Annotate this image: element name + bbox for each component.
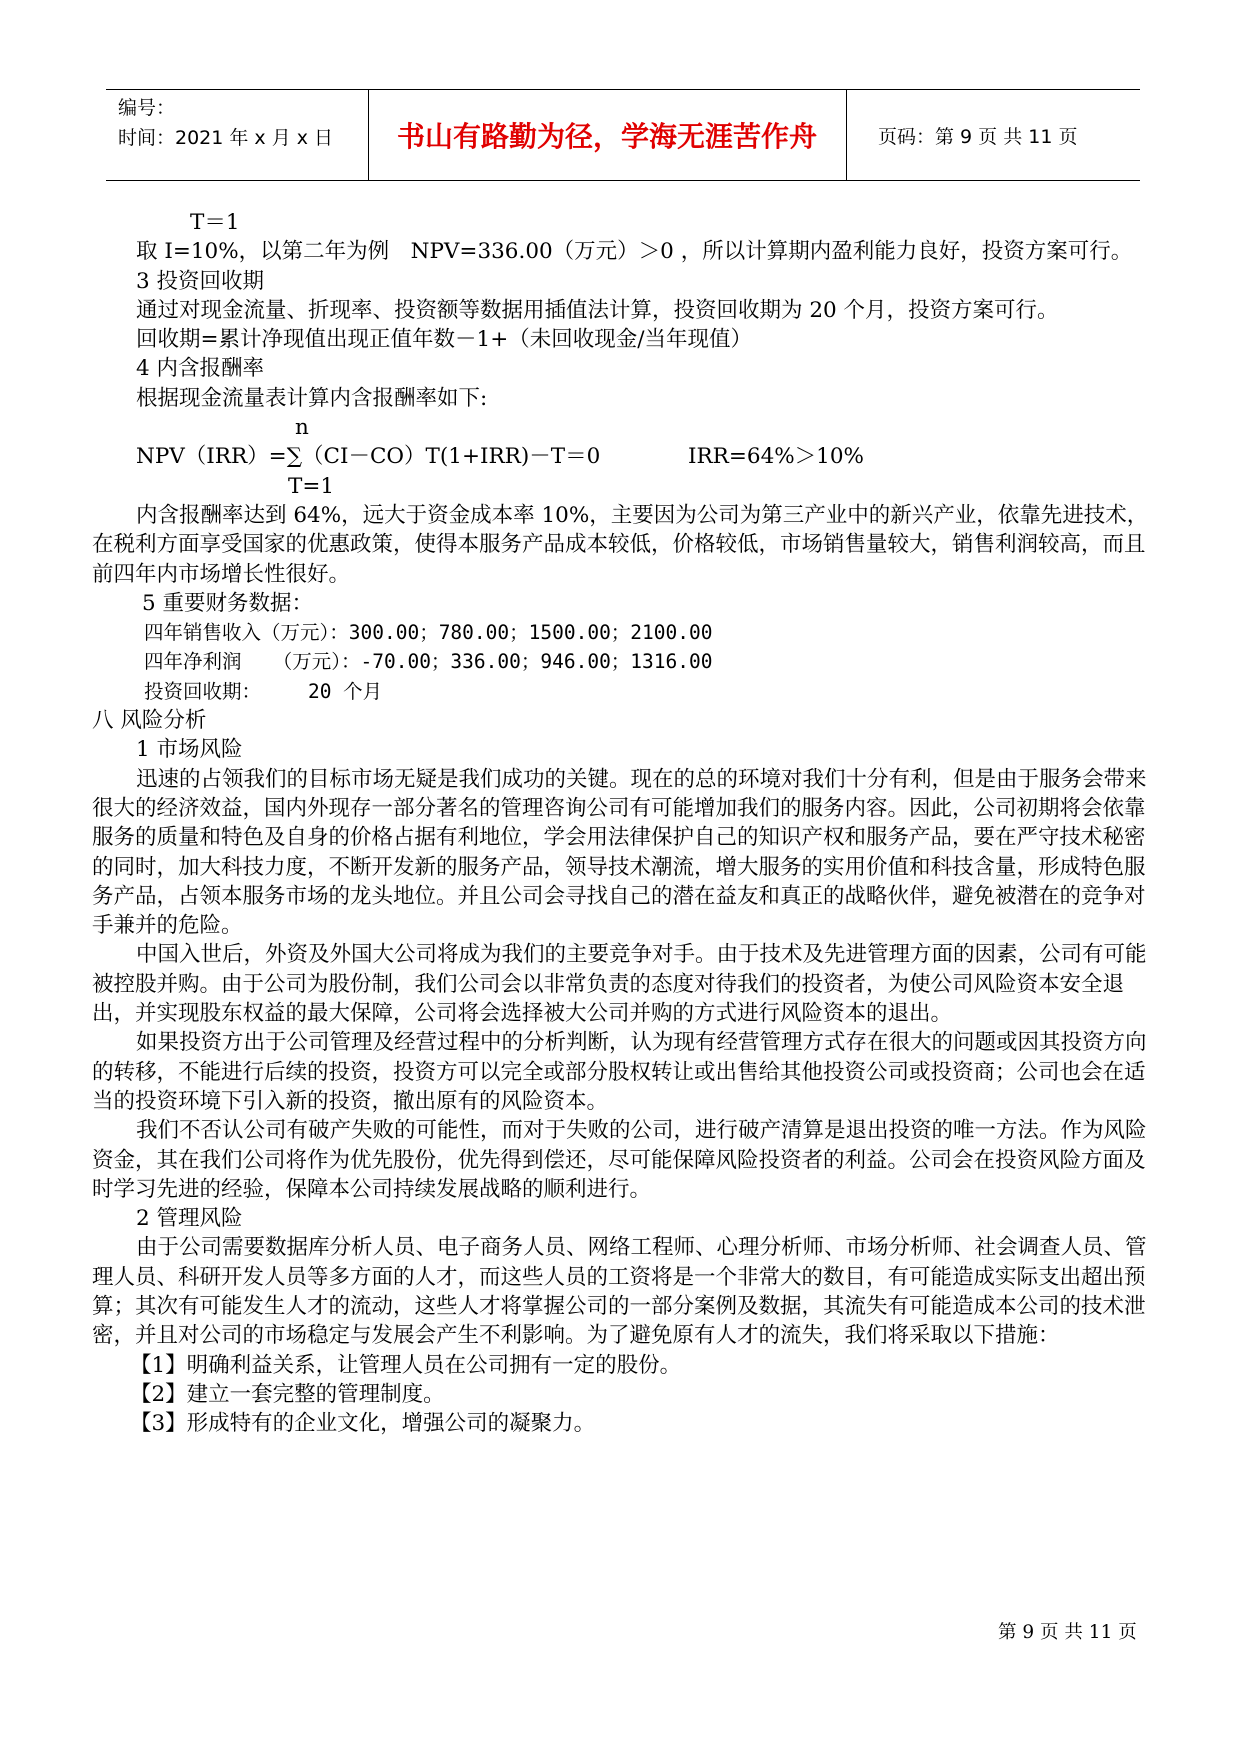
irr-formula-lower xyxy=(92,472,1156,501)
sum-lower-bound: T=1 xyxy=(288,473,335,499)
market-risk-paragraph-1: 迅速的占领我们的目标市场无疑是我们成功的关键。现在的总的环境对我们十分有利，但是由于服务会带来很大的经济效益，国内外现存一部分著名的管理咨询公司有可能增加我们的服务内容。因此，公司初期将会依靠服务的质量和特色及自身的价格占据有利地位，学会用法律保护自己的知识产权和服务产品，要在严守技术秘密的同时，加大科技力度，不断开发新的服务产品，领导技术潮流，增大服务的实用价值和科技含量，形成特色服务产品，占领本服务市场的龙头地位。并且公司会寻找自己的潜在益友和真正的战略伙伴，避免被潜在的竞争对手兼并的危险。 xyxy=(92,766,1147,939)
sum-upper-bound: n xyxy=(295,415,309,441)
section-heading-management-risk: 2 管理风险 xyxy=(136,1206,243,1232)
market-risk-paragraph-3: 如果投资方出于公司管理及经营过程中的分析判断，认为现有经营管理方式存在很大的问题或因其投资方向的转移，不能进行后续的投资，投资方可以完全或部分股权转让或出售给其他投资公司或投资商；公司也会在适当的投资环境下引入新的投资，撤出原有的风险资本。 xyxy=(92,1030,1147,1114)
four-year-net-profit: 四年净利润 （万元）：-70.00；336.00；946.00；1316.00 xyxy=(144,650,713,674)
header-divider-right xyxy=(846,89,847,181)
payback-paragraph: 通过对现金流量、折现率、投资额等数据用插值法计算，投资回收期为 20 个月，投资方案可行。 xyxy=(136,297,1059,323)
chapter-heading-risk: 八 风险分析 xyxy=(92,708,207,734)
management-risk-paragraph: 由于公司需要数据库分析人员、电子商务人员、网络工程师、心理分析师、市场分析师、社会调查人员、管理人员、科研开发人员等多方面的人才，而这些人员的工资将是一个非常大的数目，有可能造成实际支出超出预算；其次有可能发生人才的流动，这些人才将掌握公司的一部分案例及数据，其流失有可能造成本公司的技术泄密，并且对公司的市场稳定与发展会产生不利影响。为了避免原有人才的流失，我们将采取以下措施： xyxy=(92,1235,1147,1349)
section-heading-payback: 3 投资回收期 xyxy=(136,268,265,294)
header-motto: 书山有路勤为径，学海无涯苦作舟 xyxy=(396,120,817,153)
document-body xyxy=(92,208,1156,1438)
header-page-info: 页码：第 9 页 共 11 页 xyxy=(878,125,1078,148)
page-header xyxy=(106,89,1140,181)
market-risk-paragraph-4: 我们不否认公司有破产失败的可能性，而对于失败的公司，进行破产清算是退出投资的唯一方法。作为风险资金，其在我们公司将作为优先股份，优先得到偿还，尽可能保障风险投资者的利益。公司会在投资风险方面及时学习先进的经验，保障本公司持续发展战略的顺利进行。 xyxy=(92,1118,1147,1202)
payback-formula: 回收期=累计净现值出现正值年数－1+（未回收现金/当年现值） xyxy=(136,327,752,353)
doc-time-label: 时间：2021 年 x 月 x 日 xyxy=(118,127,334,149)
header-left-cell xyxy=(118,93,333,153)
measure-item-2: 【2】建立一套完整的管理制度。 xyxy=(130,1381,445,1407)
measure-item-1: 【1】明确利益关系，让管理人员在公司拥有一定的股份。 xyxy=(130,1352,682,1378)
section-heading-market-risk: 1 市场风险 xyxy=(136,737,243,763)
measure-item-3: 【3】形成特有的企业文化，增强公司的凝聚力。 xyxy=(130,1411,596,1437)
page-footer: 第 9 页 共 11 页 xyxy=(998,1622,1137,1643)
irr-equation: NPV（IRR）=∑（CI－CO）T(1+IRR)－T＝0 xyxy=(136,444,601,470)
four-year-revenue: 四年销售收入（万元）：300.00；780.00；1500.00；2100.00 xyxy=(144,621,713,645)
formula-sum-lower-bound: T＝1 xyxy=(190,210,240,235)
doc-number-label: 编号： xyxy=(118,97,176,119)
irr-formula-main xyxy=(92,442,1156,471)
payback-period-summary: 投资回收期： 20 个月 xyxy=(144,679,383,703)
irr-result: IRR=64%＞10% xyxy=(688,444,864,470)
market-risk-paragraph-2: 中国入世后，外资及外国大公司将成为我们的主要竞争对手。由于技术及先进管理方面的因素，公司有可能被控股并购。由于公司为股份制，我们公司会以非常负责的态度对待我们的投资者，为使公司风险资本安全退出，并实现股东权益的最大保障，公司将会选择被大公司并购的方式进行风险资本的退出。 xyxy=(92,942,1147,1027)
irr-intro: 根据现金流量表计算内含报酬率如下: xyxy=(136,385,488,411)
irr-formula-upper xyxy=(92,413,1156,442)
section-heading-financial-data: 5 重要财务数据： xyxy=(142,590,314,616)
irr-analysis-paragraph: 内含报酬率达到 64%，远大于资金成本率 10%，主要因为公司为第三产业中的新兴产业，依靠先进技术，在税利方面享受国家的优惠政策，使得本服务产品成本较低，价格较低，市场销售量较大，销售利润较高，而且前四年内市场增长性很好。 xyxy=(92,502,1149,587)
section-heading-irr: 4 内含报酬率 xyxy=(136,356,265,382)
npv-paragraph: 取 I=10%，以第二年为例 NPV=336.00（万元）＞0 ，所以计算期内盈利能力良好，投资方案可行。 xyxy=(136,239,1133,265)
